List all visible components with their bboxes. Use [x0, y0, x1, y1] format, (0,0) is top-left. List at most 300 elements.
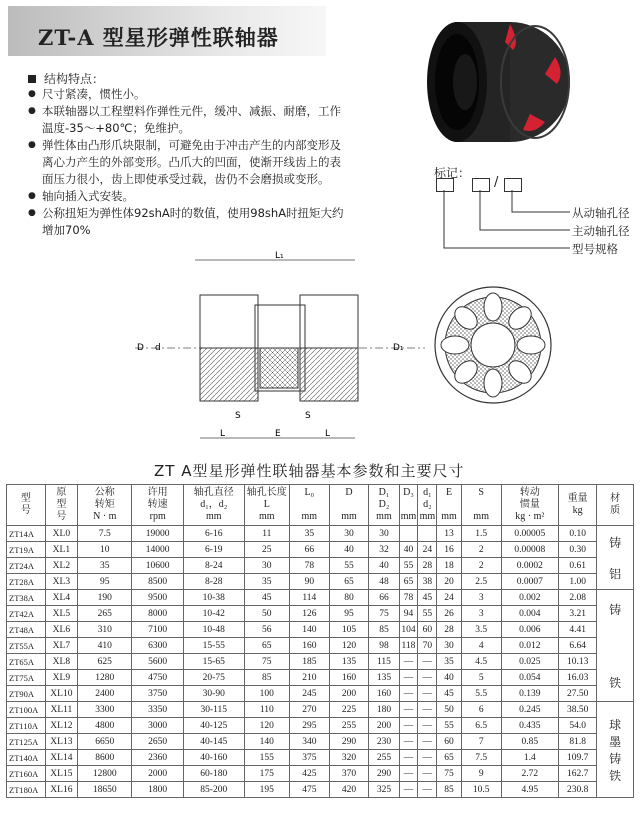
- table-cell: 115: [369, 654, 399, 670]
- table-cell: 30: [369, 526, 399, 542]
- table-cell: 18: [437, 558, 462, 574]
- table-cell: XL1: [45, 542, 77, 558]
- table-cell: XL14: [45, 750, 77, 766]
- table-cell: 310: [78, 622, 132, 638]
- table-cell: 40-160: [183, 750, 244, 766]
- table-cell: 185: [289, 654, 329, 670]
- table-cell: 420: [329, 782, 369, 798]
- table-cell: 38: [418, 574, 437, 590]
- table-cell: 1.00: [559, 574, 597, 590]
- table-cell: 15-65: [183, 654, 244, 670]
- table-cell: 410: [78, 638, 132, 654]
- svg-text:S: S: [305, 411, 311, 421]
- column-header: 轴孔长度 L mm: [244, 485, 289, 526]
- table-cell: 5: [461, 670, 501, 686]
- table-cell: 6: [461, 702, 501, 718]
- column-header: d₁ d₂ mm: [418, 485, 437, 526]
- table-cell: 85-200: [183, 782, 244, 798]
- elastomer-end-view: [433, 285, 553, 405]
- table-cell: 26: [437, 606, 462, 622]
- table-cell: 270: [289, 702, 329, 718]
- table-row: [7, 590, 634, 606]
- table-cell: 625: [78, 654, 132, 670]
- marking-slash: /: [494, 175, 499, 190]
- column-header: 材 质: [597, 485, 634, 526]
- features-list: [28, 86, 348, 239]
- table-cell: 40-145: [183, 734, 244, 750]
- table-cell: 85: [244, 670, 289, 686]
- table-cell: 135: [329, 654, 369, 670]
- table-cell: XL6: [45, 622, 77, 638]
- table-cell: 10: [78, 542, 132, 558]
- material-cell: 球 墨 铸 铁: [597, 702, 634, 798]
- table-cell: —: [418, 654, 437, 670]
- table-cell: —: [399, 782, 418, 798]
- table-cell: 95: [78, 574, 132, 590]
- table-cell: 55: [437, 718, 462, 734]
- table-row: [7, 574, 634, 590]
- table-cell: 85: [369, 622, 399, 638]
- table-cell: 140: [289, 622, 329, 638]
- table-cell: 0.00008: [501, 542, 559, 558]
- table-cell: XL3: [45, 574, 77, 590]
- table-cell: 2.5: [461, 574, 501, 590]
- table-cell: 30-115: [183, 702, 244, 718]
- table-cell: —: [399, 750, 418, 766]
- table-cell: —: [418, 782, 437, 798]
- column-header: D₃ mm: [399, 485, 418, 526]
- table-cell: 40-125: [183, 718, 244, 734]
- table-cell: 16: [437, 542, 462, 558]
- svg-text:S: S: [235, 411, 241, 421]
- table-cell: 0.139: [501, 686, 559, 702]
- table-cell: 80: [329, 590, 369, 606]
- table-cell: 4800: [78, 718, 132, 734]
- table-cell: 14000: [132, 542, 183, 558]
- table-cell: 8000: [132, 606, 183, 622]
- column-header: 轴孔直径 d₁，d₂ mm: [183, 485, 244, 526]
- table-cell: 475: [289, 782, 329, 798]
- table-cell: 425: [289, 766, 329, 782]
- table-cell: 126: [289, 606, 329, 622]
- table-cell: 0.245: [501, 702, 559, 718]
- table-row: [7, 558, 634, 574]
- table-cell: ZT38A: [7, 590, 46, 606]
- table-cell: 95: [329, 606, 369, 622]
- table-cell: 0.025: [501, 654, 559, 670]
- coupling-photo: [415, 12, 575, 152]
- svg-text:D₁: D₁: [393, 343, 404, 353]
- table-cell: 109.7: [559, 750, 597, 766]
- table-row: [7, 526, 634, 542]
- table-cell: 40: [369, 558, 399, 574]
- table-cell: 25: [244, 542, 289, 558]
- table-cell: 0.004: [501, 606, 559, 622]
- table-cell: 2.72: [501, 766, 559, 782]
- table-cell: 7.5: [461, 750, 501, 766]
- table-cell: 5.5: [461, 686, 501, 702]
- table-cell: 2650: [132, 734, 183, 750]
- table-cell: 2: [461, 558, 501, 574]
- table-cell: —: [399, 766, 418, 782]
- column-header: L₀ mm: [289, 485, 329, 526]
- table-cell: ZT24A: [7, 558, 46, 574]
- table-cell: 230.8: [559, 782, 597, 798]
- table-cell: 1.5: [461, 526, 501, 542]
- table-cell: 30-90: [183, 686, 244, 702]
- table-cell: 290: [369, 766, 399, 782]
- table-cell: 3300: [78, 702, 132, 718]
- table-cell: 7.5: [78, 526, 132, 542]
- table-cell: 16.03: [559, 670, 597, 686]
- table-cell: —: [399, 670, 418, 686]
- svg-text:E: E: [275, 429, 281, 439]
- table-cell: 10-38: [183, 590, 244, 606]
- feature-item: ● 尺寸紧凑，惯性小。: [28, 86, 348, 103]
- table-cell: 30: [244, 558, 289, 574]
- table-cell: 54.0: [559, 718, 597, 734]
- table-cell: 175: [244, 766, 289, 782]
- table-cell: 8500: [132, 574, 183, 590]
- table-cell: 0.054: [501, 670, 559, 686]
- table-cell: 0.012: [501, 638, 559, 654]
- table-cell: ZT160A: [7, 766, 46, 782]
- table-cell: —: [418, 734, 437, 750]
- table-cell: 120: [329, 638, 369, 654]
- table-cell: ZT55A: [7, 638, 46, 654]
- table-cell: 160: [329, 670, 369, 686]
- table-cell: 50: [437, 702, 462, 718]
- table-cell: [399, 526, 418, 542]
- table-cell: 0.435: [501, 718, 559, 734]
- table-cell: [418, 526, 437, 542]
- marking-title: 标记：: [434, 166, 471, 180]
- table-cell: 65: [244, 638, 289, 654]
- table-cell: 30: [437, 638, 462, 654]
- table-cell: 100: [244, 686, 289, 702]
- dim-label-L1: L₁: [275, 251, 284, 261]
- table-cell: 225: [329, 702, 369, 718]
- table-cell: XL8: [45, 654, 77, 670]
- table-cell: 375: [289, 750, 329, 766]
- table-cell: 24: [418, 542, 437, 558]
- table-cell: —: [399, 654, 418, 670]
- table-cell: 265: [78, 606, 132, 622]
- table-cell: 45: [244, 590, 289, 606]
- marking-label: 型号规格: [572, 242, 618, 256]
- table-cell: 75: [244, 654, 289, 670]
- table-cell: 2400: [78, 686, 132, 702]
- table-cell: —: [399, 734, 418, 750]
- table-cell: 110: [244, 702, 289, 718]
- table-cell: 40: [399, 542, 418, 558]
- table-cell: 0.10: [559, 526, 597, 542]
- table-cell: 20-75: [183, 670, 244, 686]
- table-cell: 6300: [132, 638, 183, 654]
- feature-item: ● 公称扭矩为弹性体92shA时的数值，使用98shA时扭矩大约增加70%: [28, 205, 348, 239]
- table-cell: ZT28A: [7, 574, 46, 590]
- square-bullet-icon: [28, 75, 36, 83]
- table-cell: 255: [369, 750, 399, 766]
- column-header: 许用 转速 rpm: [132, 485, 183, 526]
- table-cell: 90: [289, 574, 329, 590]
- table-cell: 0.0007: [501, 574, 559, 590]
- table-cell: 2.08: [559, 590, 597, 606]
- table-row: [7, 542, 634, 558]
- table-cell: 200: [369, 718, 399, 734]
- table-cell: 85: [437, 782, 462, 798]
- table-cell: 45: [418, 590, 437, 606]
- table-row: [7, 718, 634, 734]
- table-cell: 35: [289, 526, 329, 542]
- table-cell: XL2: [45, 558, 77, 574]
- column-header: S mm: [461, 485, 501, 526]
- table-cell: —: [399, 718, 418, 734]
- table-cell: 1280: [78, 670, 132, 686]
- table-row: [7, 766, 634, 782]
- table-cell: —: [418, 718, 437, 734]
- table-cell: 114: [289, 590, 329, 606]
- svg-text:L: L: [325, 429, 331, 439]
- table-cell: 20: [437, 574, 462, 590]
- table-cell: 12800: [78, 766, 132, 782]
- table-cell: 38.50: [559, 702, 597, 718]
- table-cell: 70: [418, 638, 437, 654]
- table-cell: 118: [399, 638, 418, 654]
- table-cell: 8-24: [183, 558, 244, 574]
- table-cell: 48: [369, 574, 399, 590]
- title-banner: [8, 6, 326, 56]
- table-cell: 40: [329, 542, 369, 558]
- table-cell: 340: [289, 734, 329, 750]
- table-cell: 155: [244, 750, 289, 766]
- table-cell: 0.00005: [501, 526, 559, 542]
- table-cell: 60: [418, 622, 437, 638]
- table-cell: ZT110A: [7, 718, 46, 734]
- table-row: [7, 606, 634, 622]
- table-cell: 245: [289, 686, 329, 702]
- feature-item: ● 本联轴器以工程塑料作弹性元件，缓冲、减振、耐磨，工作温度-35～+80℃；免维护。: [28, 103, 348, 137]
- table-cell: 65: [329, 574, 369, 590]
- table-cell: 24: [437, 590, 462, 606]
- table-row: [7, 638, 634, 654]
- table-cell: 0.30: [559, 542, 597, 558]
- table-cell: ZT19A: [7, 542, 46, 558]
- svg-text:D: D: [137, 343, 144, 353]
- table-cell: 35: [437, 654, 462, 670]
- table-cell: ZT48A: [7, 622, 46, 638]
- table-cell: 98: [369, 638, 399, 654]
- table-cell: 200: [329, 686, 369, 702]
- table-cell: 60-180: [183, 766, 244, 782]
- table-cell: 10-42: [183, 606, 244, 622]
- table-cell: ZT100A: [7, 702, 46, 718]
- table-title: ZT A型星形弹性联轴器基本参数和主要尺寸: [154, 462, 465, 480]
- table-cell: 370: [329, 766, 369, 782]
- svg-text:d: d: [155, 343, 161, 353]
- table-row: [7, 702, 634, 718]
- table-cell: 35: [244, 574, 289, 590]
- table-cell: 9500: [132, 590, 183, 606]
- table-cell: 2000: [132, 766, 183, 782]
- table-cell: 105: [329, 622, 369, 638]
- column-header: 转动 惯量 kg · m²: [501, 485, 559, 526]
- table-cell: 0.006: [501, 622, 559, 638]
- table-cell: —: [399, 702, 418, 718]
- table-cell: 78: [399, 590, 418, 606]
- table-cell: 55: [399, 558, 418, 574]
- material-cell: 铸 铁: [597, 590, 634, 702]
- table-cell: 1800: [132, 782, 183, 798]
- column-header: 型 号: [7, 485, 46, 526]
- table-cell: 55: [329, 558, 369, 574]
- table-cell: 56: [244, 622, 289, 638]
- table-cell: 9: [461, 766, 501, 782]
- table-cell: 4.95: [501, 782, 559, 798]
- table-row: [7, 782, 634, 798]
- table-cell: 0.0002: [501, 558, 559, 574]
- table-cell: 6-16: [183, 526, 244, 542]
- table-cell: XL9: [45, 670, 77, 686]
- table-cell: ZT180A: [7, 782, 46, 798]
- table-cell: 7: [461, 734, 501, 750]
- table-cell: XL12: [45, 718, 77, 734]
- material-cell: 铸 铝: [597, 526, 634, 590]
- table-cell: 28: [418, 558, 437, 574]
- table-row: [7, 686, 634, 702]
- table-cell: ZT125A: [7, 734, 46, 750]
- table-cell: XL0: [45, 526, 77, 542]
- table-cell: —: [399, 686, 418, 702]
- table-cell: 0.85: [501, 734, 559, 750]
- marking-label: 从动轴孔径: [572, 206, 630, 220]
- table-header-row: [7, 485, 634, 526]
- column-header: 原 型 号: [45, 485, 77, 526]
- table-cell: 3750: [132, 686, 183, 702]
- feature-item: ● 轴向插入式安装。: [28, 188, 348, 205]
- table-cell: 32: [369, 542, 399, 558]
- table-cell: —: [418, 750, 437, 766]
- table-cell: 295: [289, 718, 329, 734]
- table-cell: 4.5: [461, 654, 501, 670]
- table-cell: XL4: [45, 590, 77, 606]
- table-cell: 13: [437, 526, 462, 542]
- table-cell: 10-48: [183, 622, 244, 638]
- table-cell: 10.5: [461, 782, 501, 798]
- table-cell: 140: [244, 734, 289, 750]
- table-cell: 40: [437, 670, 462, 686]
- table-cell: 28: [437, 622, 462, 638]
- table-cell: 4: [461, 638, 501, 654]
- table-cell: 3000: [132, 718, 183, 734]
- column-header: D mm: [329, 485, 369, 526]
- table-cell: 8-28: [183, 574, 244, 590]
- column-header: E mm: [437, 485, 462, 526]
- table-cell: 4.41: [559, 622, 597, 638]
- table-cell: —: [418, 766, 437, 782]
- svg-text:L: L: [220, 429, 226, 439]
- column-header: D₁ D₂ mm: [369, 485, 399, 526]
- table-cell: 104: [399, 622, 418, 638]
- table-cell: —: [418, 670, 437, 686]
- table-cell: 11: [244, 526, 289, 542]
- table-cell: 4750: [132, 670, 183, 686]
- table-cell: ZT90A: [7, 686, 46, 702]
- table-cell: 162.7: [559, 766, 597, 782]
- table-cell: 3: [461, 606, 501, 622]
- table-cell: 65: [437, 750, 462, 766]
- table-cell: 75: [369, 606, 399, 622]
- column-header: 公称 转矩 N · m: [78, 485, 132, 526]
- table-cell: 3350: [132, 702, 183, 718]
- table-cell: 6-19: [183, 542, 244, 558]
- table-cell: 120: [244, 718, 289, 734]
- table-cell: 135: [369, 670, 399, 686]
- table-row: [7, 670, 634, 686]
- table-cell: 2360: [132, 750, 183, 766]
- table-cell: 160: [369, 686, 399, 702]
- table-cell: 210: [289, 670, 329, 686]
- table-cell: 6650: [78, 734, 132, 750]
- table-cell: 55: [418, 606, 437, 622]
- table-cell: XL13: [45, 734, 77, 750]
- table-cell: XL10: [45, 686, 77, 702]
- table-cell: 5600: [132, 654, 183, 670]
- table-cell: 60: [437, 734, 462, 750]
- table-cell: 255: [329, 718, 369, 734]
- table-cell: 45: [437, 686, 462, 702]
- table-cell: 160: [289, 638, 329, 654]
- table-cell: 19000: [132, 526, 183, 542]
- feature-item: ● 弹性体由凸形爪块限制，可避免由于冲击产生的内部变形及离心力产生的外部变形。凸爪大的凹面，使渐开线齿上的表面压力很小，齿上即使承受过载，齿仍不会磨损或变形。: [28, 137, 348, 188]
- table-cell: ZT14A: [7, 526, 46, 542]
- spec-table: [6, 484, 634, 798]
- table-cell: 10.13: [559, 654, 597, 670]
- table-cell: 2: [461, 542, 501, 558]
- table-cell: 35: [78, 558, 132, 574]
- table-cell: XL15: [45, 766, 77, 782]
- table-cell: 190: [78, 590, 132, 606]
- table-cell: 81.8: [559, 734, 597, 750]
- section-drawing: [135, 250, 425, 450]
- table-cell: 325: [369, 782, 399, 798]
- table-row: [7, 750, 634, 766]
- table-cell: 1.4: [501, 750, 559, 766]
- table-row: [7, 654, 634, 670]
- table-cell: 50: [244, 606, 289, 622]
- table-cell: 3: [461, 590, 501, 606]
- table-cell: ZT65A: [7, 654, 46, 670]
- table-cell: XL7: [45, 638, 77, 654]
- table-cell: 3.21: [559, 606, 597, 622]
- table-cell: 230: [369, 734, 399, 750]
- table-cell: 27.50: [559, 686, 597, 702]
- table-cell: 8600: [78, 750, 132, 766]
- table-cell: 66: [289, 542, 329, 558]
- table-cell: 3.5: [461, 622, 501, 638]
- table-cell: XL11: [45, 702, 77, 718]
- table-cell: 320: [329, 750, 369, 766]
- table-cell: ZT42A: [7, 606, 46, 622]
- column-header: 重量 kg: [559, 485, 597, 526]
- table-cell: 94: [399, 606, 418, 622]
- table-cell: 30: [329, 526, 369, 542]
- table-cell: 65: [399, 574, 418, 590]
- table-cell: XL16: [45, 782, 77, 798]
- table-cell: —: [418, 686, 437, 702]
- table-row: [7, 622, 634, 638]
- table-cell: 195: [244, 782, 289, 798]
